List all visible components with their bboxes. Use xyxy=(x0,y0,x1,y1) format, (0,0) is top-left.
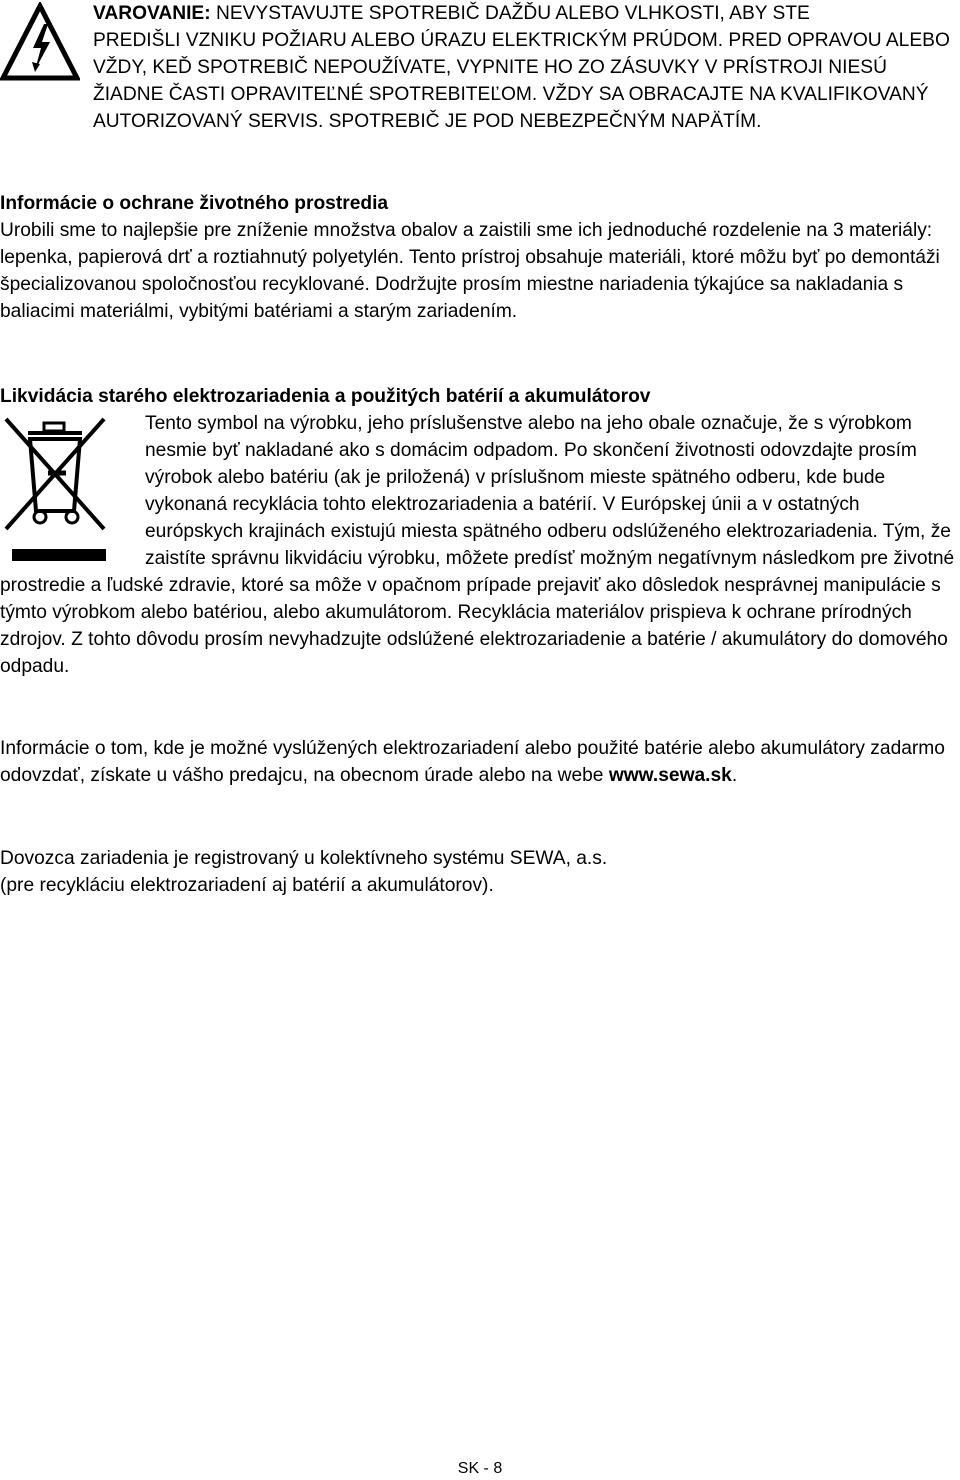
warning-text xyxy=(0,0,955,135)
collection-info-end: . xyxy=(731,765,738,786)
importer-line1: Dovozca zariadenia je registrovaný u kolektívneho systému SEWA, a.s. xyxy=(0,848,608,869)
importer-line2: (pre recykláciu elektrozariadení aj batérií a akumulátorov). xyxy=(0,875,494,896)
crossed-out-wheelie-bin-icon xyxy=(0,411,110,561)
sewa-link[interactable]: www.sewa.sk xyxy=(608,765,732,786)
warning-rest: PREDIŠLI VZNIKU POŽIARU ALEBO ÚRAZU ELEKTRICKÝM PRÚDOM. PRED OPRAVOU ALEBO VŽDY, KEĎ SPOTREBIČ NEPOUŽÍVATE, VYPNITE HO ZO ZÁSUVKY V PRÍSTROJI NIESÚ ŽIADNE ČASTI OPRAVITEĽNÉ SPOTREBITEĽOM. VŽDY SA OBRACAJTE NA KVALIFIKOVANÝ AUTORIZOVANÝ SERVIS. SPOTREBIČ JE POD NEBEZPEČNÝM NAPÄTÍM. xyxy=(93,30,950,132)
disposal-body-below: prostredie a ľudské zdravie, ktoré sa môže v opačnom prípade prejaviť ako dôsledok nesprávnej manipulácie s týmto výrobkom alebo batériou, alebo akumulátorom. Recyklácia materiálov prispieva k ochrane prírodných zdrojov. Z tohto dôvodu prosím nevyhadzujte odslúžené elektrozariadenie a batérie / akumulátory do domového odpadu. xyxy=(0,575,948,677)
environment-heading: Informácie o ochrane životného prostredia xyxy=(0,193,389,214)
warning-lead: VAROVANIE: xyxy=(93,3,211,24)
warning-block xyxy=(0,0,955,135)
importer-section xyxy=(0,845,955,899)
disposal-body-beside: Tento symbol na výrobku, jeho príslušenstve alebo na jeho obale označuje, že s výrobkom nesmie byť nakladané ako s domácim odpadom. Po skončení životnosti odovzdajte prosím výrobok alebo batériu (ak je priložená) v príslušnom mieste spätného odberu, kde bude vykonaná recyklácia tohto elektrozariadenia a batérií. V Európskej únii a v ostatných európskych krajinách existujú miesta spätného odberu odslúženého elektrozariadenia. Tým, že zaistíte správnu likvidáciu výrobku, môžete predísť možným negatívnym následkom pre životné xyxy=(145,413,955,569)
collection-info-section xyxy=(0,735,955,789)
disposal-heading: Likvidácia starého elektrozariadenia a použitých batérií a akumulátorov xyxy=(0,386,651,407)
environment-body: Urobili sme to najlepšie pre zníženie množstva obalov a zaistili sme ich jednoduché rozdelenie na 3 materiály: lepenka, papierová drť a roztiahnutý polyetylén. Tento prístroj obsahuje materiáli, ktoré môžu byť po demontáži špecializovanou spoločnosťou recyklované. Dodržujte prosím miestne nariadenia týkajúce sa nakladania s baliacimi materiálmi, vybitými batériami a starým zariadením. xyxy=(0,220,940,322)
electric-shock-warning-icon xyxy=(0,2,80,82)
environment-section xyxy=(0,190,955,325)
collection-info-body: Informácie o tom, kde je možné vyslúžených elektrozariadení alebo použité batérie alebo akumulátory zadarmo odovzdať, získate u vášho predajcu, na obecnom úrade alebo na webe xyxy=(0,738,945,786)
page-number: SK - 8 xyxy=(457,1460,503,1477)
warning-line1: NEVYSTAVUJTE SPOTREBIČ DAŽĎU ALEBO VLHKOSTI, ABY STE xyxy=(210,3,810,24)
collection-info-text xyxy=(0,735,955,789)
warning-rest-wrap xyxy=(0,27,955,135)
disposal-section xyxy=(0,383,955,680)
